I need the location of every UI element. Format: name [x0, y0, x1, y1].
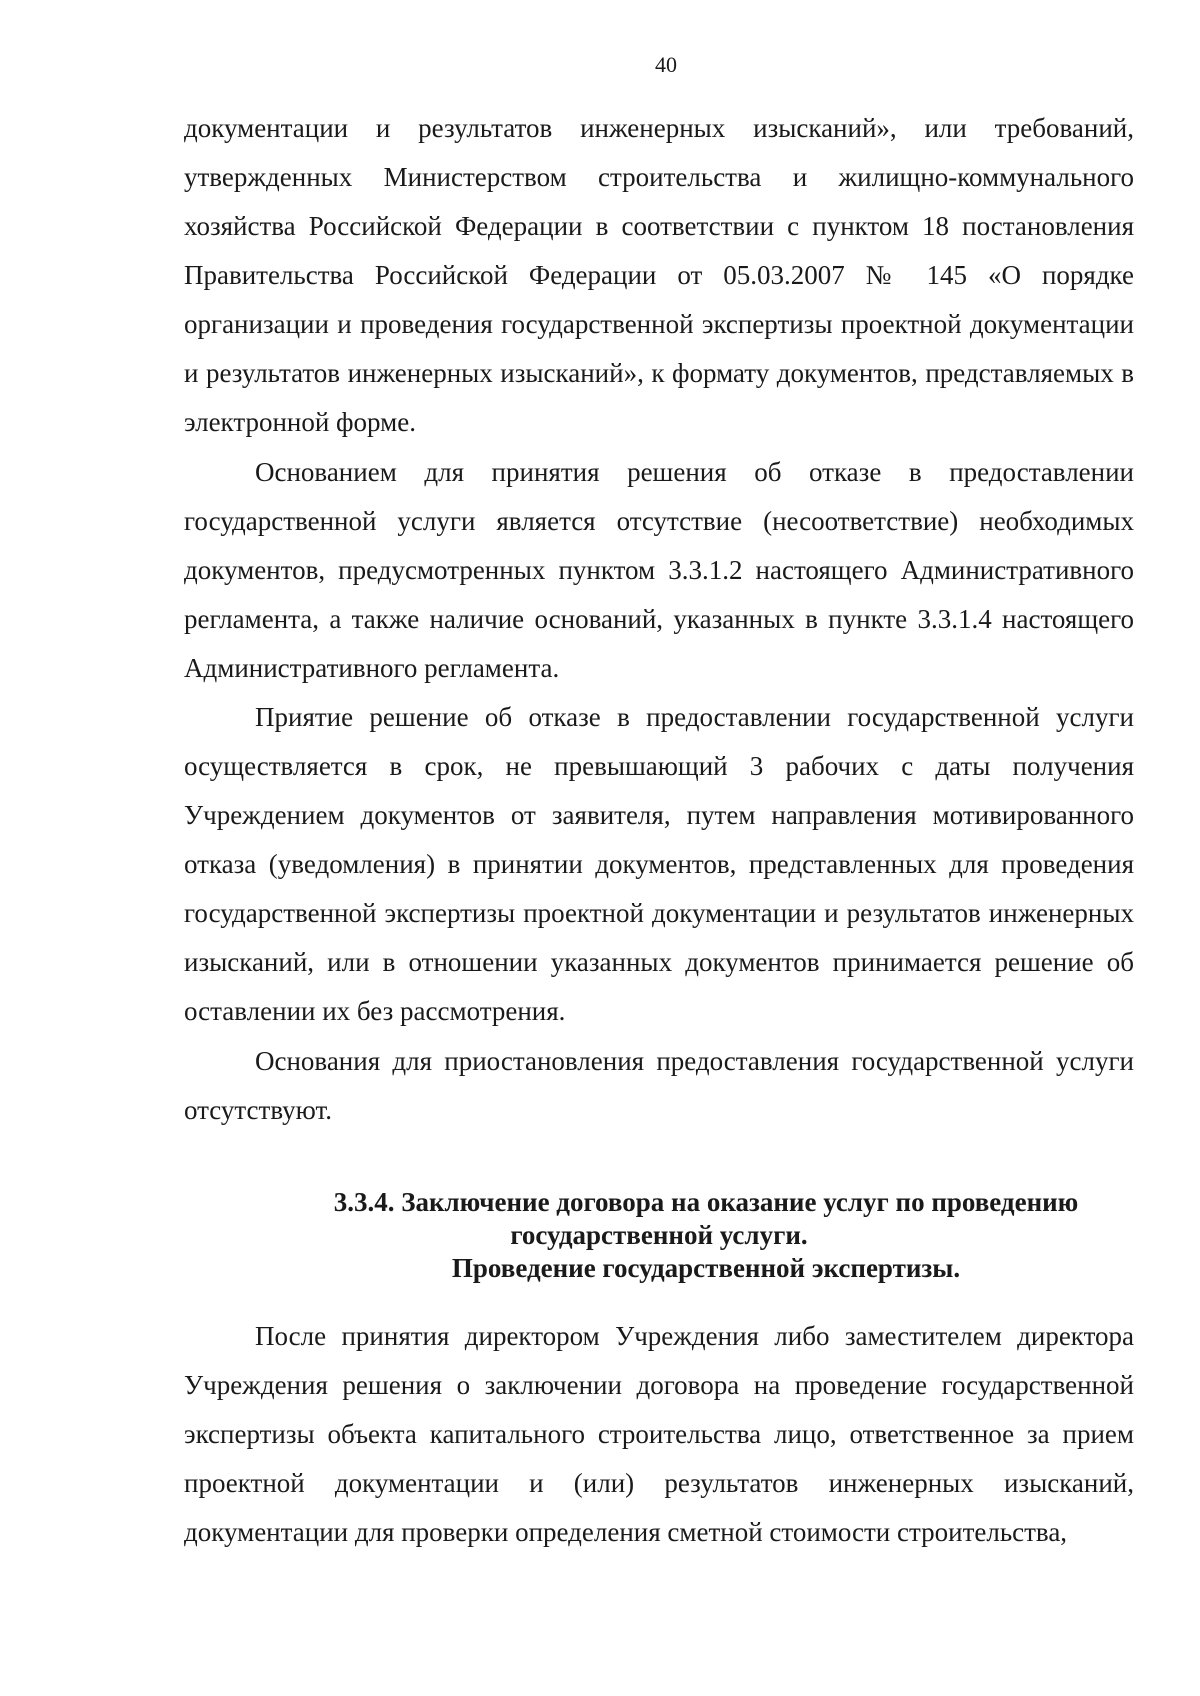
section-heading [184, 1186, 1134, 1285]
paragraph-text: Приятие решение об отказе в предоставлении государственной услуги осуществляется в срок, не превышающий 3 рабочих с даты получения Учреждением документов от заявителя, путем направления мотивированного отказа (уведомления) в принятии документов, представленных для проведения государственной экспертизы проектной документации и результатов инженерных изысканий, или в отношении указанных документов принимается решение об оставлении их без рассмотрения. [184, 702, 1134, 1026]
paragraph-refusal-grounds [184, 448, 1134, 693]
paragraph-contract [184, 1312, 1134, 1557]
paragraph-continuation [184, 104, 1134, 447]
paragraph-refusal-decision [184, 693, 1134, 1036]
paragraph-suspension-grounds [184, 1037, 1134, 1135]
heading-line-1: 3.3.4. Заключение договора на оказание услуг по проведению [333, 1187, 1079, 1217]
paragraph-text: После принятия директором Учреждения либо заместителем директора Учреждения решения о заключении договора на проведение государственной экспертизы объекта капитального строительства лицо, ответственное за прием проектной документации и (или) результатов инженерных изысканий, документации для проверки определения сметной стоимости строительства, [184, 1321, 1134, 1547]
page-number: 40 [655, 52, 677, 77]
heading-line-3: Проведение государственной экспертизы. [451, 1253, 961, 1283]
paragraph-text: документации и результатов инженерных изысканий», или требований, утвержденных Министерством строительства и жилищно-коммунального хозяйства Российской Федерации в соответствии с пунктом 18 постановления Правительства Российской Федерации от 05.03.2007 № 145 «О порядке организации и проведения государственной экспертизы проектной документации и результатов инженерных изысканий», к формату документов, представляемых в электронной форме. [184, 113, 1134, 437]
heading-line-2: государственной услуги. [510, 1220, 808, 1250]
paragraph-text: Основания для приостановления предоставления государственной услуги отсутствуют. [184, 1046, 1134, 1125]
paragraph-text: Основанием для принятия решения об отказе в предоставлении государственной услуги является отсутствие (несоответствие) необходимых документов, предусмотренных пунктом 3.3.1.2 настоящего Административного регламента, а также наличие оснований, указанных в пункте 3.3.1.4 настоящего Административного регламента. [184, 457, 1134, 683]
